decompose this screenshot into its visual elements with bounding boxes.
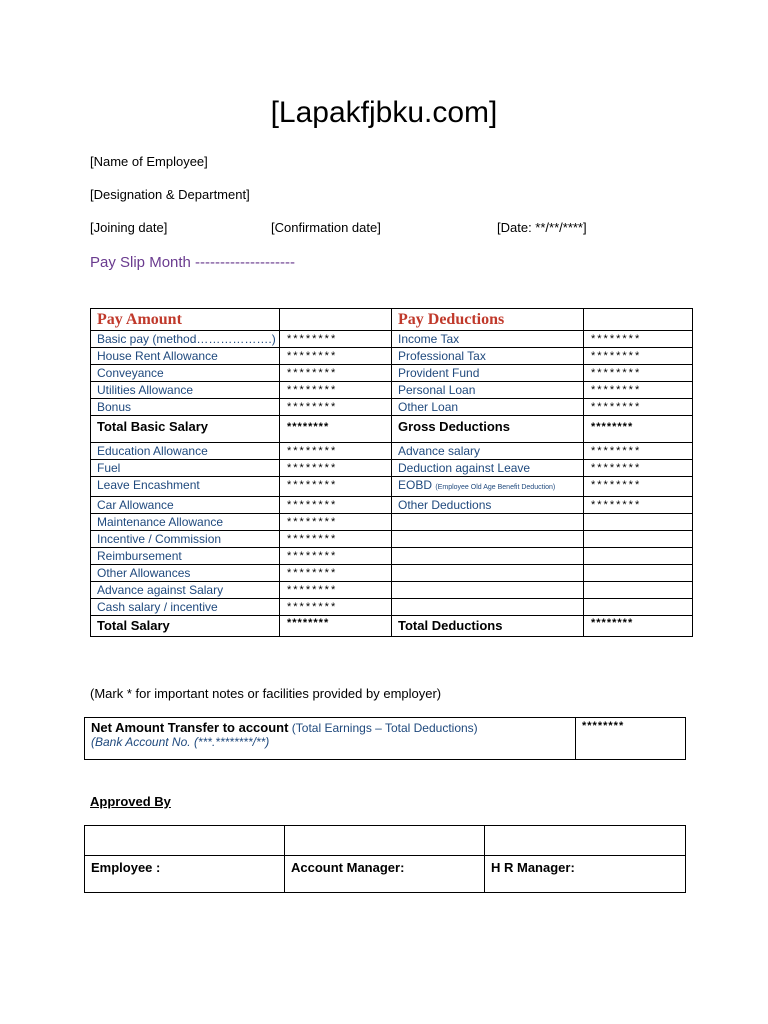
earning-value: ********	[280, 497, 392, 514]
pay-amount-header: Pay Amount	[91, 309, 280, 331]
earning-value: ********	[280, 548, 392, 565]
deduction-value: ********	[584, 348, 693, 365]
signature-table	[84, 825, 686, 893]
deduction-value	[584, 531, 693, 548]
pay-table-body	[91, 309, 693, 637]
pay-row	[91, 548, 693, 565]
deduction-label: Deduction against Leave	[392, 460, 584, 477]
deduction-value: ********	[584, 331, 693, 348]
approved-by-heading: Approved By	[90, 794, 171, 809]
employee-name: [Name of Employee]	[90, 154, 208, 169]
joining-date: [Joining date]	[90, 220, 168, 235]
net-amount-row	[85, 718, 686, 760]
pay-row	[91, 399, 693, 416]
pay-row	[91, 348, 693, 365]
deduction-label: Advance salary	[392, 443, 584, 460]
earning-label: Fuel	[91, 460, 280, 477]
pay-row	[91, 382, 693, 399]
gross-deductions-value: ********	[584, 416, 693, 443]
pay-row	[91, 497, 693, 514]
earning-label: Leave Encashment	[91, 477, 280, 497]
pay-deductions-header-spacer	[584, 309, 693, 331]
deduction-value	[584, 514, 693, 531]
pay-row	[91, 331, 693, 348]
deduction-value: ********	[584, 399, 693, 416]
net-amount-label: Net Amount Transfer to account	[91, 720, 289, 735]
pay-row	[91, 582, 693, 599]
net-amount-cell	[85, 718, 576, 760]
deduction-value: ********	[584, 497, 693, 514]
deduction-value: ********	[584, 382, 693, 399]
earning-value: ********	[280, 460, 392, 477]
deduction-value: ********	[584, 477, 693, 497]
pay-deductions-header: Pay Deductions	[392, 309, 584, 331]
earning-label: Basic pay (method……………….)	[91, 331, 280, 348]
deduction-label-eobd	[392, 477, 584, 497]
pay-row	[91, 365, 693, 382]
earning-value: ********	[280, 565, 392, 582]
deduction-value	[584, 548, 693, 565]
total-deductions-value: ********	[584, 616, 693, 637]
pay-slip-month: Pay Slip Month --------------------	[90, 254, 295, 271]
deduction-value	[584, 565, 693, 582]
employee-signature-label: Employee :	[85, 856, 285, 893]
pay-row	[91, 477, 693, 497]
earning-label: Advance against Salary	[91, 582, 280, 599]
deduction-label	[392, 548, 584, 565]
earning-label: House Rent Allowance	[91, 348, 280, 365]
signature-label-row	[85, 856, 686, 893]
account-manager-signature-box[interactable]	[285, 826, 485, 856]
earning-label: Cash salary / incentive	[91, 599, 280, 616]
earning-value: ********	[280, 348, 392, 365]
earning-value: ********	[280, 514, 392, 531]
earning-label: Other Allowances	[91, 565, 280, 582]
deduction-label	[392, 599, 584, 616]
deduction-label: Professional Tax	[392, 348, 584, 365]
earning-value: ********	[280, 477, 392, 497]
earning-label: Reimbursement	[91, 548, 280, 565]
deduction-label: Other Deductions	[392, 497, 584, 514]
bank-account-no: (Bank Account No. (***.********/**)	[91, 735, 270, 749]
earning-label: Bonus	[91, 399, 280, 416]
eobd-label: EOBD	[398, 478, 433, 492]
deduction-value: ********	[584, 365, 693, 382]
net-amount-value: ********	[576, 718, 686, 760]
earning-label: Maintenance Allowance	[91, 514, 280, 531]
pay-row	[91, 443, 693, 460]
earning-label: Education Allowance	[91, 443, 280, 460]
total-basic-salary-label: Total Basic Salary	[91, 416, 280, 443]
earning-value: ********	[280, 365, 392, 382]
eobd-note: (Employee Old Age Benefit Deduction)	[435, 484, 556, 491]
confirmation-date: [Confirmation date]	[271, 220, 381, 235]
deduction-value: ********	[584, 460, 693, 477]
earning-value: ********	[280, 599, 392, 616]
earning-value: ********	[280, 331, 392, 348]
pay-row	[91, 565, 693, 582]
pay-amount-header-spacer	[280, 309, 392, 331]
pay-row	[91, 531, 693, 548]
total-salary-value: ********	[280, 616, 392, 637]
deduction-value	[584, 582, 693, 599]
designation-department: [Designation & Department]	[90, 187, 250, 202]
earning-value: ********	[280, 382, 392, 399]
account-manager-signature-label: Account Manager:	[285, 856, 485, 893]
gross-deductions-label: Gross Deductions	[392, 416, 584, 443]
earning-value: ********	[280, 399, 392, 416]
earning-label: Utilities Allowance	[91, 382, 280, 399]
earning-value: ********	[280, 582, 392, 599]
earning-value: ********	[280, 443, 392, 460]
company-title: [Lapakfjbku.com]	[270, 96, 498, 129]
deduction-label	[392, 565, 584, 582]
pay-table-header-row	[91, 309, 693, 331]
hr-manager-signature-box[interactable]	[485, 826, 686, 856]
slip-date: [Date: **/**/****]	[497, 220, 587, 235]
deduction-value: ********	[584, 443, 693, 460]
pay-row	[91, 460, 693, 477]
pay-row	[91, 599, 693, 616]
employee-signature-box[interactable]	[85, 826, 285, 856]
pay-row	[91, 514, 693, 531]
net-amount-formula: (Total Earnings – Total Deductions)	[291, 721, 478, 735]
total-basic-salary-value: ********	[280, 416, 392, 443]
subtotal-row	[91, 416, 693, 443]
earning-label: Conveyance	[91, 365, 280, 382]
total-row	[91, 616, 693, 637]
pay-table	[90, 308, 693, 637]
earning-value: ********	[280, 531, 392, 548]
deduction-label: Other Loan	[392, 399, 584, 416]
hr-manager-signature-label: H R Manager:	[485, 856, 686, 893]
deduction-label: Provident Fund	[392, 365, 584, 382]
deduction-value	[584, 599, 693, 616]
important-note: (Mark * for important notes or facilities provided by employer)	[90, 686, 442, 701]
deduction-label	[392, 531, 584, 548]
deduction-label: Personal Loan	[392, 382, 584, 399]
total-salary-label: Total Salary	[91, 616, 280, 637]
total-deductions-label: Total Deductions	[392, 616, 584, 637]
deduction-label: Income Tax	[392, 331, 584, 348]
signature-space-row	[85, 826, 686, 856]
deduction-label	[392, 514, 584, 531]
earning-label: Incentive / Commission	[91, 531, 280, 548]
net-amount-table	[84, 717, 686, 760]
earning-label: Car Allowance	[91, 497, 280, 514]
deduction-label	[392, 582, 584, 599]
